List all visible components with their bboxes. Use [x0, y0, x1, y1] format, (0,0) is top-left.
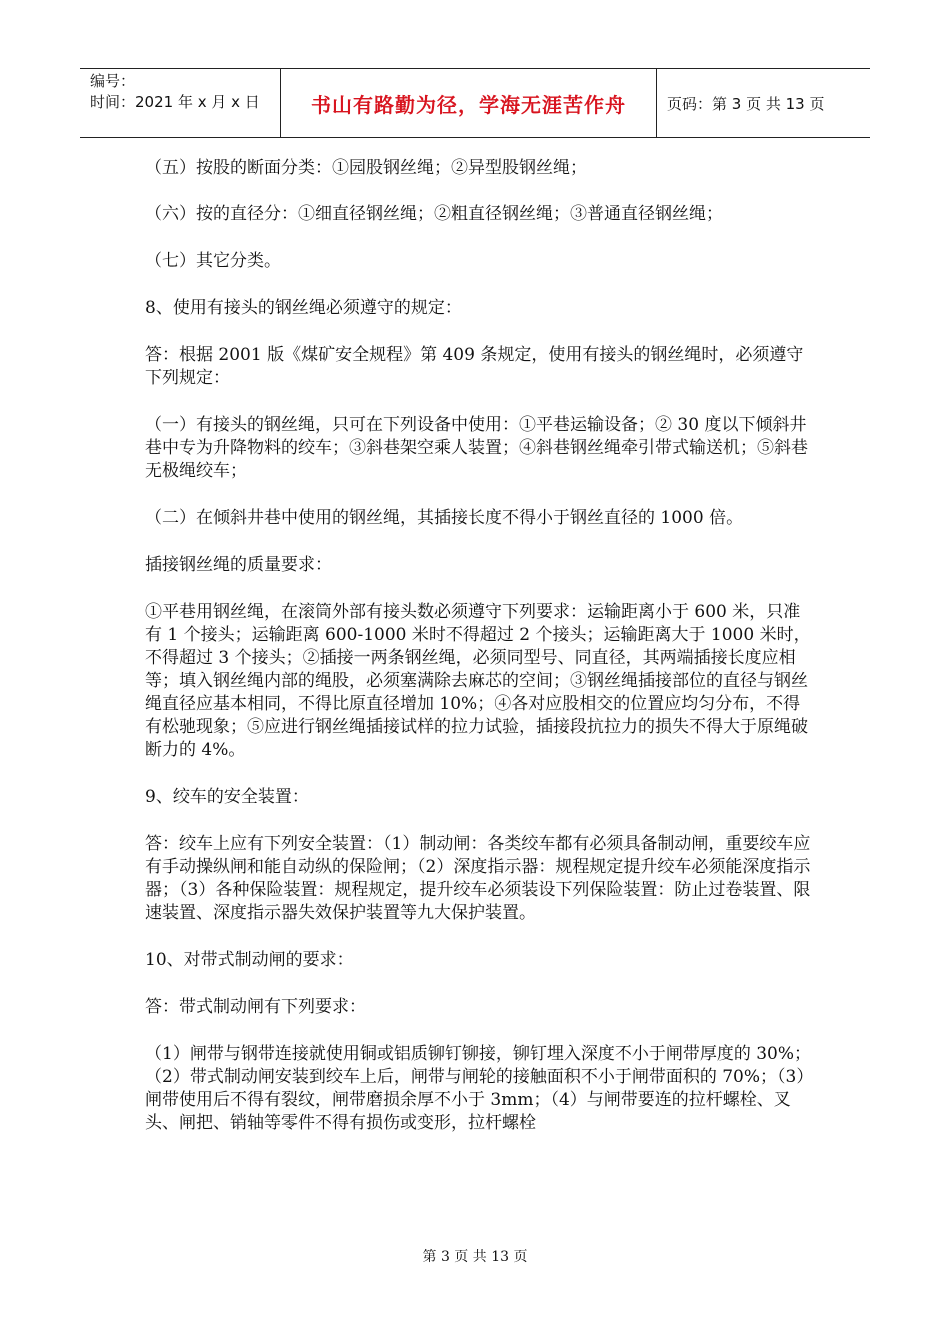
header-page-number: 页码：第 3 页 共 13 页 [667, 94, 825, 113]
paragraph: （1）闸带与钢带连接就使用铜或铝质铆钉铆接，铆钉埋入深度不小于闸带厚度的 30%；（2）带式制动闸安装到绞车上后，闸带与闸轮的接触面积不小于闸带面积的 70%；（3）闸带使用后不得有裂纹，闸带磨损余厚不小于 3mm；（4）与闸带要连的拉杆螺栓、叉头、闸把、销轴等零件不得有损伤或变形，拉杆螺栓 [145, 1044, 812, 1133]
paragraph: （五）按股的断面分类：①园股钢丝绳；②异型股钢丝绳； [145, 158, 587, 178]
question-heading: 9、绞车的安全装置： [145, 787, 309, 807]
paragraph: 答：带式制动闸有下列要求： [145, 997, 366, 1017]
document-header [80, 68, 870, 138]
paragraph: （二）在倾斜井巷中使用的钢丝绳，其插接长度不得小于钢丝直径的 1000 倍。 [145, 508, 744, 528]
paragraph: （六）按的直径分：①细直径钢丝绳；②粗直径钢丝绳；③普通直径钢丝绳； [145, 204, 723, 224]
paragraph: 答：绞车上应有下列安全装置：（1）制动闸：各类绞车都有必须具备制动闸，重要绞车应有手动操纵闸和能自动纵的保险闸；（2）深度指示器：规程规定提升绞车必须能深度指示器；（3）各种保险装置：规程规定，提升绞车必须装设下列保险装置：防止过卷装置、限速装置、深度指示器失效保护装置等九大保护装置。 [145, 834, 811, 923]
paragraph: 插接钢丝绳的质量要求： [145, 555, 332, 575]
header-meta [80, 69, 280, 137]
number-label: 编号： [90, 72, 136, 90]
paragraph: （一）有接头的钢丝绳，只可在下列设备中使用：①平巷运输设备；② 30 度以下倾斜井巷中专为升降物料的绞车；③斜巷架空乘人装置；④斜巷钢丝绳牵引带式输送机；⑤斜巷无极绳绞车； [145, 415, 808, 481]
page-footer: 第 3 页 共 13 页 [422, 1249, 528, 1265]
date-label: 时间：2021 年 x 月 x 日 [90, 93, 260, 111]
question-heading: 10、对带式制动闸的要求： [145, 950, 354, 970]
paragraph: 答：根据 2001 版《煤矿安全规程》第 409 条规定，使用有接头的钢丝绳时，必须遵守下列规定： [145, 345, 804, 388]
paragraph: （七）其它分类。 [145, 251, 281, 271]
question-heading: 8、使用有接头的钢丝绳必须遵守的规定： [145, 298, 462, 318]
paragraph: ①平巷用钢丝绳，在滚筒外部有接头数必须遵守下列要求：运输距离小于 600 米，只准有 1 个接头；运输距离 600-1000 米时不得超过 2 个接头；运输距离大于 1000 米时，不得超过 3 个接头；②插接一两条钢丝绳，必须同型号、同直径，其两端插接长度应相等；填入钢丝绳内部的绳股，必须塞满除去麻芯的空间；③钢丝绳插接部位的直径与钢丝绳直径应基本相同，不得比原直径增加 10%；④各对应股相交的位置应均匀分布，不得有松驰现象；⑤应进行钢丝绳插接试样的拉力试验，插接段抗拉力的损失不得大于原绳破断力的 4%。 [145, 602, 811, 760]
document-body [145, 157, 813, 1135]
header-motto: 书山有路勤为径，学海无涯苦作舟 [280, 69, 657, 137]
